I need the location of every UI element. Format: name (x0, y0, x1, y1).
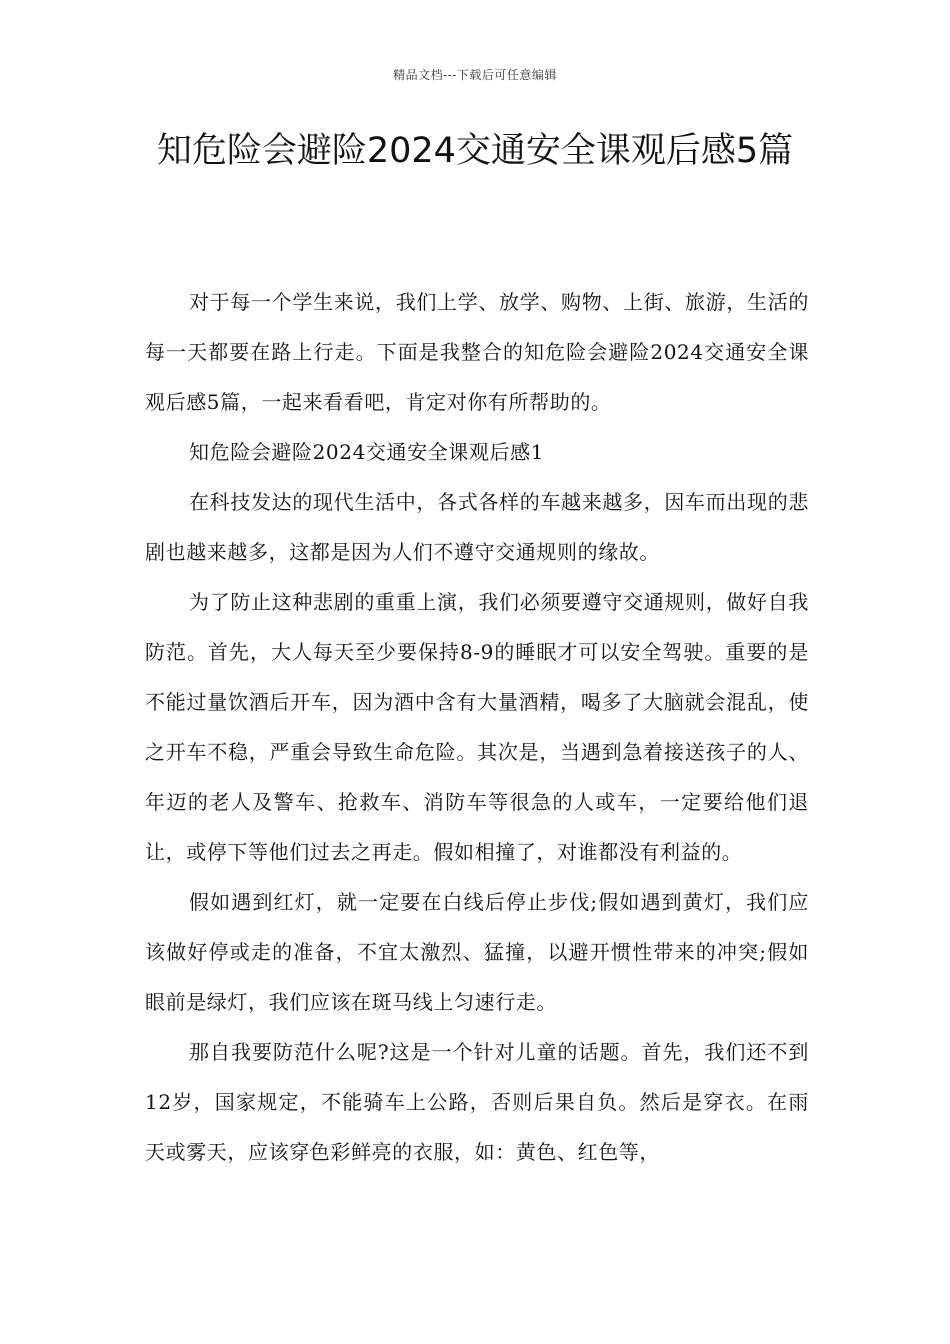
paragraph-intro: 对于每一个学生来说，我们上学、放学、购物、上街、旅游，生活的每一天都要在路上行走。下面是我整合的知危险会避险2024交通安全课观后感5篇，一起来看看吧，肯定对你有所帮助的。 (145, 290, 809, 414)
header-note: 精品文档---下载后可任意编辑 (393, 68, 557, 82)
paragraph: 假如遇到红灯，就一定要在白线后停止步伐;假如遇到黄灯，我们应该做好停或走的准备，不宜太激烈、猛撞，以避开惯性带来的冲突;假如眼前是绿灯，我们应该在斑马线上匀速行走。 (145, 890, 809, 1014)
paragraph: 在科技发达的现代生活中，各式各样的车越来越多，因车而出现的悲剧也越来越多，这都是因为人们不遵守交通规则的缘故。 (145, 490, 809, 564)
paragraph: 那自我要防范什么呢?这是一个针对儿童的话题。首先，我们还不到12岁，国家规定，不能骑车上公路，否则后果自负。然后是穿衣。在雨天或雾天，应该穿色彩鲜亮的衣服，如：黄色、红色等， (145, 1040, 809, 1164)
document-body (145, 277, 809, 1177)
paragraph: 为了防止这种悲剧的重重上演，我们必须要遵守交通规则，做好自我防范。首先，大人每天至少要保持8-9的睡眠才可以安全驾驶。重要的是不能过量饮酒后开车，因为酒中含有大量酒精，喝多了大脑就会混乱，使之开车不稳，严重会导致生命危险。其次是，当遇到急着接送孩子的人、年迈的老人及警车、抢救车、消防车等很急的人或车，一定要给他们退让，或停下等他们过去之再走。假如相撞了，对谁都没有利益的。 (145, 590, 809, 864)
document-title: 知危险会避险2024交通安全课观后感5篇 (156, 131, 794, 171)
section-heading: 知危险会避险2024交通安全课观后感1 (189, 440, 545, 464)
